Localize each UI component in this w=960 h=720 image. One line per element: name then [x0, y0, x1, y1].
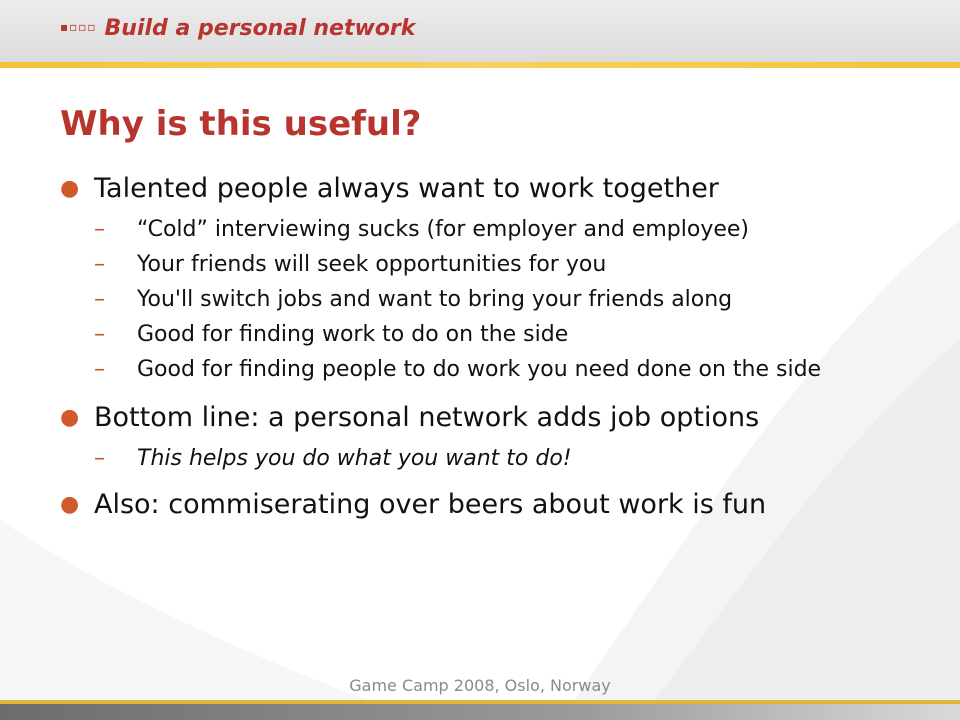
bullet-item: [60, 170, 920, 208]
sub-bullet-item: [60, 251, 920, 278]
sub-bullet-text: Good for finding work to do on the side: [137, 322, 569, 347]
dash-icon: –: [94, 217, 105, 242]
bullet-text: Also: commiserating over beers about work is fun: [94, 489, 767, 520]
footer-text: Game Camp 2008, Oslo, Norway: [349, 676, 611, 695]
footer-band: [0, 704, 960, 720]
section-header: [60, 16, 415, 41]
bullet-item: [60, 399, 920, 437]
section-header-label: Build a personal network: [104, 16, 416, 41]
slide-title: Why is this useful?: [60, 104, 422, 144]
bullet-dot-icon: ●: [60, 176, 80, 201]
bullet-text: Bottom line: a personal network adds job options: [94, 402, 760, 433]
sub-bullet-text: Good for finding people to do work you need done on the side: [137, 357, 822, 382]
sub-bullet-item: [60, 321, 920, 348]
sub-bullet-text: “Cold” interviewing sucks (for employer and employee): [137, 217, 750, 242]
dash-icon: –: [94, 446, 105, 471]
header-accent-line: [0, 62, 960, 68]
bullet-dot-icon: ●: [60, 492, 80, 517]
progress-marker: ▪▫▫▫: [60, 20, 97, 34]
sub-bullet-item: [60, 356, 920, 383]
sub-bullet-text: You'll switch jobs and want to bring your friends along: [137, 287, 733, 312]
sub-bullet-text: Your friends will seek opportunities for you: [137, 252, 607, 277]
sub-bullet-item: [60, 216, 920, 243]
sub-bullet-item: [60, 286, 920, 313]
dash-icon: –: [94, 287, 105, 312]
sub-bullet-item: [60, 445, 920, 472]
sub-bullet-text: This helps you do what you want to do!: [137, 446, 572, 471]
dash-icon: –: [94, 357, 105, 382]
bullet-text: Talented people always want to work together: [94, 173, 719, 204]
bullet-item: [60, 486, 920, 524]
bullet-dot-icon: ●: [60, 405, 80, 430]
bullet-list: [60, 170, 920, 524]
dash-icon: –: [94, 252, 105, 277]
dash-icon: –: [94, 322, 105, 347]
